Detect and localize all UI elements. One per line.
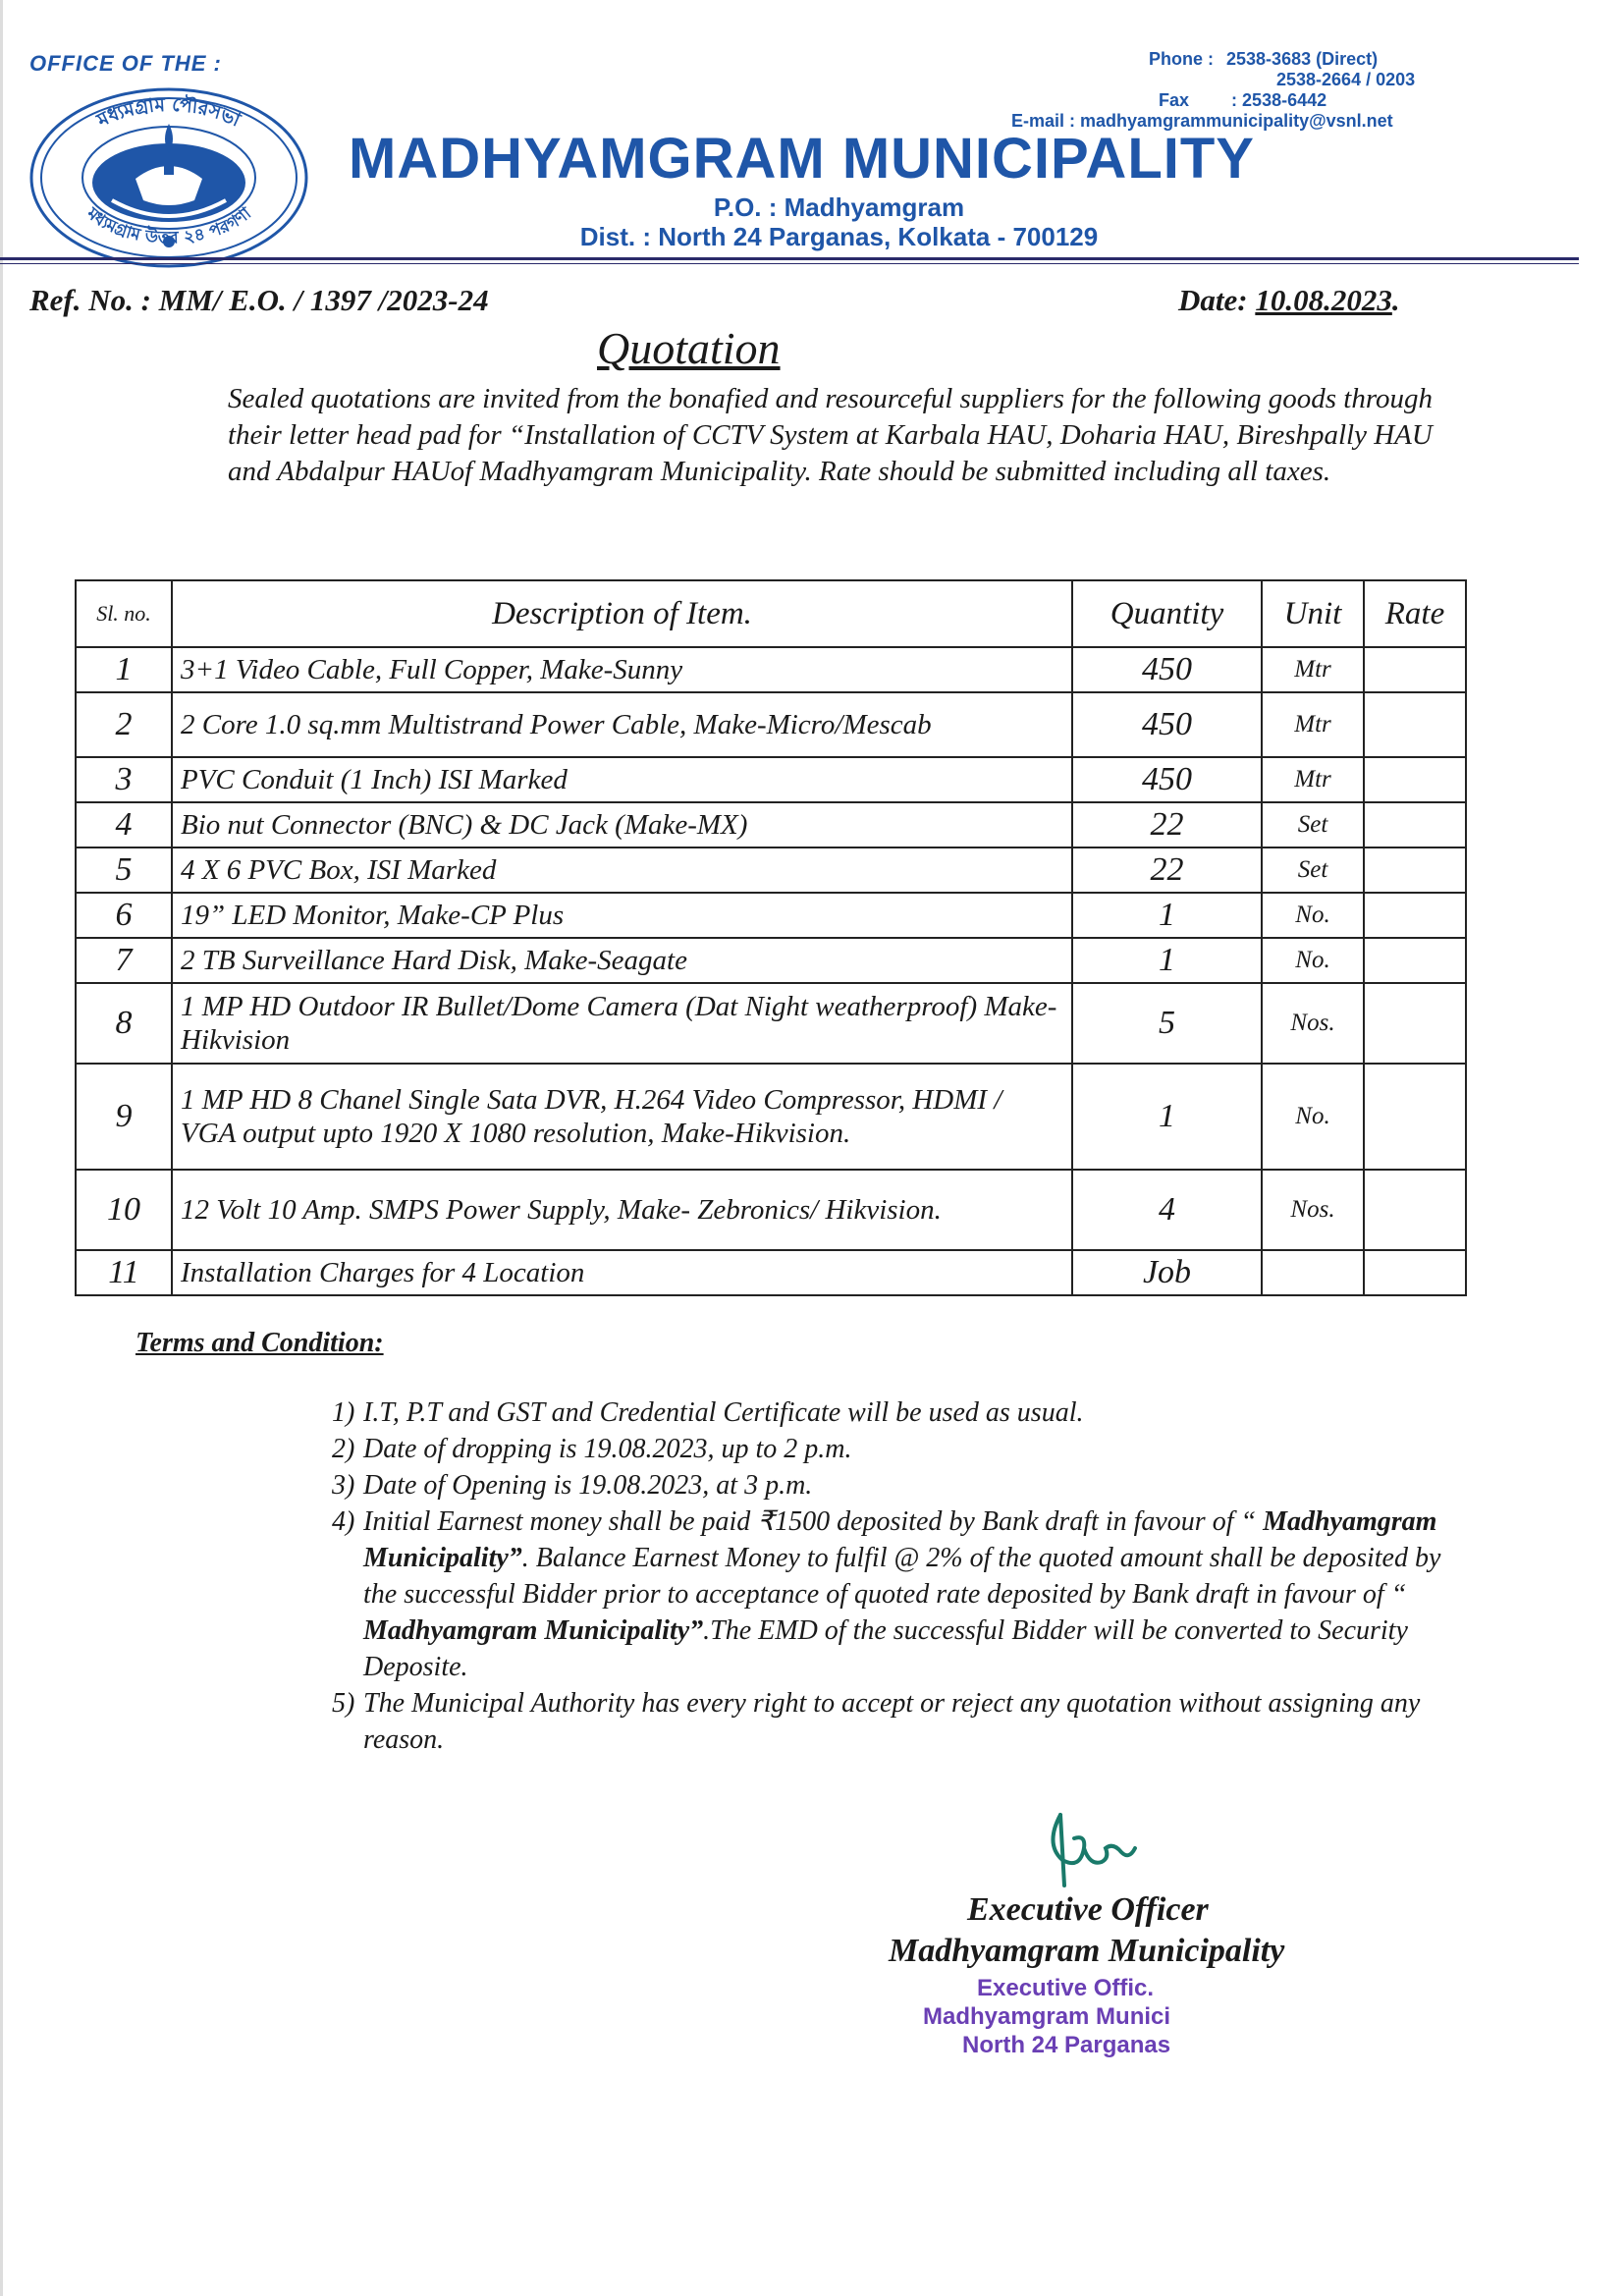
- description-cell: PVC Conduit (1 Inch) ISI Marked: [172, 757, 1072, 802]
- rate-cell: [1364, 647, 1466, 692]
- quantity-cell: 450: [1072, 692, 1262, 757]
- quantity-cell: 4: [1072, 1170, 1262, 1250]
- rate-cell: [1364, 757, 1466, 802]
- fax-value: : 2538-6442: [1231, 90, 1327, 110]
- term-text: Date of dropping is 19.08.2023, up to 2 p.m.: [363, 1434, 852, 1464]
- quantity-cell: 450: [1072, 647, 1262, 692]
- term-number: 1): [332, 1397, 355, 1428]
- signatory-designation: Executive Officer: [967, 1891, 1209, 1928]
- term-text-part: Initial Earnest money shall be paid ₹1500 deposited by Bank draft in favour of “: [363, 1506, 1264, 1537]
- header-quantity: Quantity: [1072, 580, 1262, 647]
- term-text: [363, 1503, 1461, 1685]
- term-item: [332, 1503, 1461, 1685]
- sl-cell: 4: [76, 802, 172, 847]
- date-label: Date:: [1178, 283, 1248, 317]
- table-header-row: [76, 580, 1466, 647]
- header-rate: Rate: [1364, 580, 1466, 647]
- table-row: [76, 1250, 1466, 1295]
- unit-cell: Nos.: [1262, 983, 1364, 1064]
- sl-cell: 8: [76, 983, 172, 1064]
- rate-cell: [1364, 938, 1466, 983]
- sl-cell: 11: [76, 1250, 172, 1295]
- letter-date: [1178, 283, 1400, 318]
- sl-cell: 1: [76, 647, 172, 692]
- stamp-line: Executive Offic.: [977, 1975, 1155, 2001]
- sl-cell: 7: [76, 938, 172, 983]
- header-sl: Sl. no.: [76, 580, 172, 647]
- terms-heading: Terms and Condition:: [135, 1328, 384, 1358]
- description-cell: 2 TB Surveillance Hard Disk, Make-Seagate: [172, 938, 1072, 983]
- unit-cell: Set: [1262, 802, 1364, 847]
- quotation-title: Quotation: [597, 323, 781, 373]
- unit-cell: Mtr: [1262, 692, 1364, 757]
- table-body: [76, 647, 1466, 1295]
- phone-label: Phone :: [1149, 49, 1214, 69]
- sl-cell: 9: [76, 1064, 172, 1170]
- term-text-part: .The EMD of the successful Bidder will be converted to Security Deposite.: [363, 1615, 1408, 1682]
- table-row: [76, 757, 1466, 802]
- quantity-cell: 450: [1072, 757, 1262, 802]
- seal-text-top: মধ্যমগ্রাম পৌরসভা: [93, 93, 244, 132]
- unit-cell: Nos.: [1262, 1170, 1364, 1250]
- reference-number: Ref. No. : MM/ E.O. / 1397 /2023-24: [29, 283, 489, 317]
- description-cell: 12 Volt 10 Amp. SMPS Power Supply, Make- Zebronics/ Hikvision.: [172, 1170, 1072, 1250]
- rate-cell: [1364, 802, 1466, 847]
- quantity-cell: 1: [1072, 938, 1262, 983]
- sl-cell: 3: [76, 757, 172, 802]
- term-text: The Municipal Authority has every right to accept or reject any quotation without assigning any reason.: [363, 1688, 1421, 1755]
- quantity-cell: 5: [1072, 983, 1262, 1064]
- contact-block: [1011, 49, 1415, 132]
- date-value: 10.08.2023: [1255, 283, 1392, 317]
- description-cell: 4 X 6 PVC Box, ISI Marked: [172, 847, 1072, 893]
- table-row: [76, 647, 1466, 692]
- letterhead-divider-thin: [0, 263, 1579, 264]
- term-item: [332, 1685, 1461, 1758]
- sl-cell: 6: [76, 893, 172, 938]
- rate-cell: [1364, 692, 1466, 757]
- email-value: madhyamgrammunicipality@vsnl.net: [1080, 111, 1393, 131]
- term-item: [332, 1431, 1461, 1467]
- unit-cell: No.: [1262, 1064, 1364, 1170]
- quantity-cell: 1: [1072, 1064, 1262, 1170]
- description-cell: 2 Core 1.0 sq.mm Multistrand Power Cable, Make-Micro/Mescab: [172, 692, 1072, 757]
- scan-edge: [0, 0, 3, 2296]
- quantity-cell: 22: [1072, 847, 1262, 893]
- handwritten-signature: [1041, 1805, 1149, 1893]
- office-label: OFFICE OF THE :: [29, 51, 222, 76]
- date-trail: .: [1391, 283, 1400, 317]
- unit-cell: Set: [1262, 847, 1364, 893]
- term-number: 3): [332, 1470, 355, 1501]
- table-row: [76, 1170, 1466, 1250]
- signatory-organisation: Madhyamgram Municipality: [889, 1933, 1285, 1969]
- description-cell: 1 MP HD Outdoor IR Bullet/Dome Camera (Dat Night weatherproof) Make- Hikvision: [172, 983, 1072, 1064]
- table-row: [76, 847, 1466, 893]
- description-cell: 19” LED Monitor, Make-CP Plus: [172, 893, 1072, 938]
- term-text: I.T, P.T and GST and Credential Certificate will be used as usual.: [363, 1397, 1084, 1428]
- rate-cell: [1364, 893, 1466, 938]
- terms-list: [332, 1394, 1461, 1758]
- term-item: [332, 1394, 1461, 1431]
- payee-name: Madhyamgram Municipality”: [363, 1615, 704, 1646]
- quantity-cell: Job: [1072, 1250, 1262, 1295]
- description-cell: 3+1 Video Cable, Full Copper, Make-Sunny: [172, 647, 1072, 692]
- email-label: E-mail :: [1011, 111, 1076, 131]
- table-row: [76, 1064, 1466, 1170]
- phone-value: 2538-3683 (Direct): [1226, 49, 1379, 69]
- rate-cell: [1364, 1170, 1466, 1250]
- unit-cell: Mtr: [1262, 647, 1364, 692]
- rate-cell: [1364, 1064, 1466, 1170]
- sl-cell: 2: [76, 692, 172, 757]
- sl-cell: 10: [76, 1170, 172, 1250]
- unit-cell: [1262, 1250, 1364, 1295]
- rate-cell: [1364, 847, 1466, 893]
- quantity-cell: 1: [1072, 893, 1262, 938]
- term-number: 2): [332, 1434, 355, 1464]
- term-item: [332, 1467, 1461, 1503]
- district-address: Dist. : North 24 Parganas, Kolkata - 700129: [579, 222, 1099, 251]
- seal-text-bottom: মধ্যমগ্রাম উত্তর ২৪ পরগণা: [82, 203, 255, 248]
- table-row: [76, 983, 1466, 1064]
- letterhead-divider: [0, 257, 1579, 260]
- stamp-line: Madhyamgram Munici: [923, 2003, 1171, 2030]
- rate-cell: [1364, 1250, 1466, 1295]
- table-row: [76, 893, 1466, 938]
- term-number: 5): [332, 1688, 355, 1719]
- term-text-part: . Balance Earnest Money to fulfil @ 2% of the quoted amount shall be deposited by the successful Bidder prior to acceptance of quoted rate deposited by Bank draft in favour of “: [363, 1543, 1441, 1610]
- stamp-line: North 24 Parganas: [962, 2032, 1171, 2058]
- unit-cell: No.: [1262, 938, 1364, 983]
- municipality-title: MADHYAMGRAM MUNICIPALITY: [349, 127, 1255, 191]
- table-row: [76, 938, 1466, 983]
- fax-label: Fax: [1159, 90, 1190, 110]
- description-cell: 1 MP HD 8 Chanel Single Sata DVR, H.264 Video Compressor, HDMI / VGA output upto 1920 X 1080 resolution, Make-Hikvision.: [172, 1064, 1072, 1170]
- items-table: [75, 579, 1467, 1296]
- phone-value-2: 2538-2664 / 0203: [1276, 70, 1416, 89]
- post-office: P.O. : Madhyamgram: [713, 192, 965, 222]
- header-description: Description of Item.: [172, 580, 1072, 647]
- description-cell: Bio nut Connector (BNC) & DC Jack (Make-MX): [172, 802, 1072, 847]
- table-row: [76, 802, 1466, 847]
- sl-cell: 5: [76, 847, 172, 893]
- rate-cell: [1364, 983, 1466, 1064]
- header-unit: Unit: [1262, 580, 1364, 647]
- term-text: Date of Opening is 19.08.2023, at 3 p.m.: [363, 1470, 813, 1501]
- quotation-intro: Sealed quotations are invited from the bonafied and resourceful suppliers for the following goods through their letter head pad for “Installation of CCTV System at Karbala HAU, Doharia HAU, Bireshpally HAU and Abdalpur HAUof Madhyamgram Municipality. Rate should be submitted including all taxes.: [228, 383, 1434, 487]
- description-cell: Installation Charges for 4 Location: [172, 1250, 1072, 1295]
- unit-cell: No.: [1262, 893, 1364, 938]
- unit-cell: Mtr: [1262, 757, 1364, 802]
- table-row: [76, 692, 1466, 757]
- term-number: 4): [332, 1506, 355, 1537]
- quantity-cell: 22: [1072, 802, 1262, 847]
- official-stamp: [923, 1974, 1170, 2059]
- payee-name: Madhyamgram Municipality”: [363, 1506, 1437, 1573]
